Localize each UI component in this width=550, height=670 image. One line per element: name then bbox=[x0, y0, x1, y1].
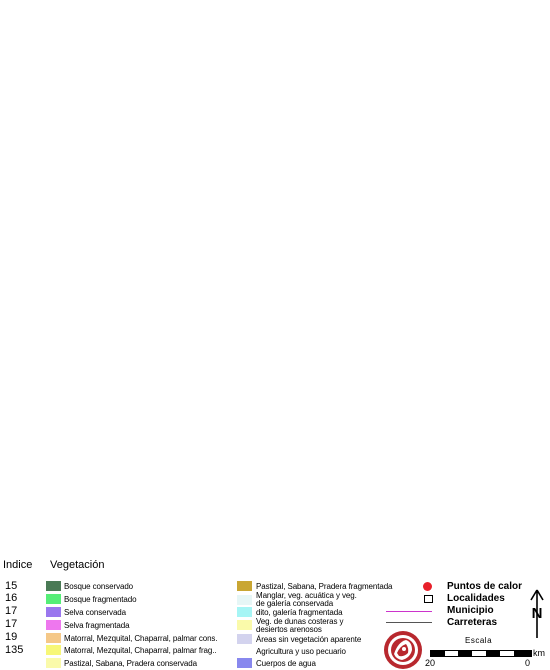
legend-label-line2: desiertos arenosos bbox=[256, 625, 322, 634]
legend-swatch bbox=[237, 595, 252, 605]
index-value: 17 bbox=[5, 618, 18, 630]
legend-label: Bosque conservado bbox=[64, 582, 134, 591]
scale-left-value: 20 bbox=[425, 658, 436, 668]
index-value: 16 bbox=[5, 592, 18, 604]
legend-label: Agricultura y uso pecuario bbox=[256, 647, 346, 656]
index-value: 135 bbox=[5, 644, 24, 656]
legend-label: Pastizal, Sabana, Pradera conservada bbox=[64, 659, 197, 668]
legend-swatch bbox=[237, 634, 252, 644]
legend-label: dito, galería fragmentada bbox=[256, 608, 343, 617]
north-letter: N bbox=[531, 605, 543, 622]
institution-seal-logo bbox=[382, 630, 424, 670]
scale-right-value: 0 bbox=[525, 658, 531, 668]
legend-swatch bbox=[237, 581, 252, 591]
legend-label: Matorral, Mezquital, Chaparral, palmar frag.. bbox=[64, 646, 217, 655]
legend-swatch bbox=[46, 581, 61, 591]
scale-title: Escala bbox=[465, 636, 493, 645]
legend-label: Cuerpos de agua bbox=[256, 659, 316, 668]
index-value: 17 bbox=[5, 605, 18, 617]
municipio-line-icon bbox=[386, 611, 432, 612]
symbol-label-municipio: Municipio bbox=[447, 605, 494, 616]
header-indice: Indice bbox=[3, 559, 33, 571]
legend-swatch bbox=[237, 607, 252, 617]
legend-swatch bbox=[237, 658, 252, 668]
scale-unit: km bbox=[533, 648, 545, 658]
index-value: 15 bbox=[5, 580, 18, 592]
legend-swatch bbox=[46, 645, 61, 655]
symbol-label-localidades: Localidades bbox=[447, 593, 505, 604]
index-value: 19 bbox=[5, 631, 18, 643]
legend-label-line2: de galería conservada bbox=[256, 599, 334, 608]
symbol-label-carreteras: Carreteras bbox=[447, 617, 498, 628]
legend-label: Áreas sin vegetación aparente bbox=[256, 635, 362, 644]
legend-swatch bbox=[46, 607, 61, 617]
legend-label: Bosque fragmentado bbox=[64, 595, 137, 604]
legend-label: Selva conservada bbox=[64, 608, 126, 617]
legend-label: Matorral, Mezquital, Chaparral, palmar cons. bbox=[64, 634, 218, 643]
header-vegetacion: Vegetación bbox=[50, 559, 105, 571]
symbol-label-puntos: Puntos de calor bbox=[447, 581, 523, 592]
legend-label: Manglar, veg. acuática y veg. bbox=[256, 591, 357, 600]
hotspot-point-icon bbox=[423, 582, 432, 591]
legend-swatch bbox=[46, 620, 61, 630]
legend-swatch bbox=[237, 646, 252, 656]
legend-swatch bbox=[237, 620, 252, 630]
legend-label: Selva fragmentada bbox=[64, 621, 130, 630]
scale-bar bbox=[430, 650, 532, 657]
legend-swatch bbox=[46, 658, 61, 668]
locality-square-icon bbox=[424, 595, 433, 603]
north-arrow-icon bbox=[527, 588, 547, 640]
carreteras-line-icon bbox=[386, 622, 432, 623]
legend-label: Pastizal, Sabana, Pradera fragmentada bbox=[256, 582, 393, 591]
legend-swatch bbox=[46, 633, 61, 643]
legend-swatch bbox=[46, 594, 61, 604]
legend-label: Veg. de dunas costeras y bbox=[256, 617, 344, 626]
